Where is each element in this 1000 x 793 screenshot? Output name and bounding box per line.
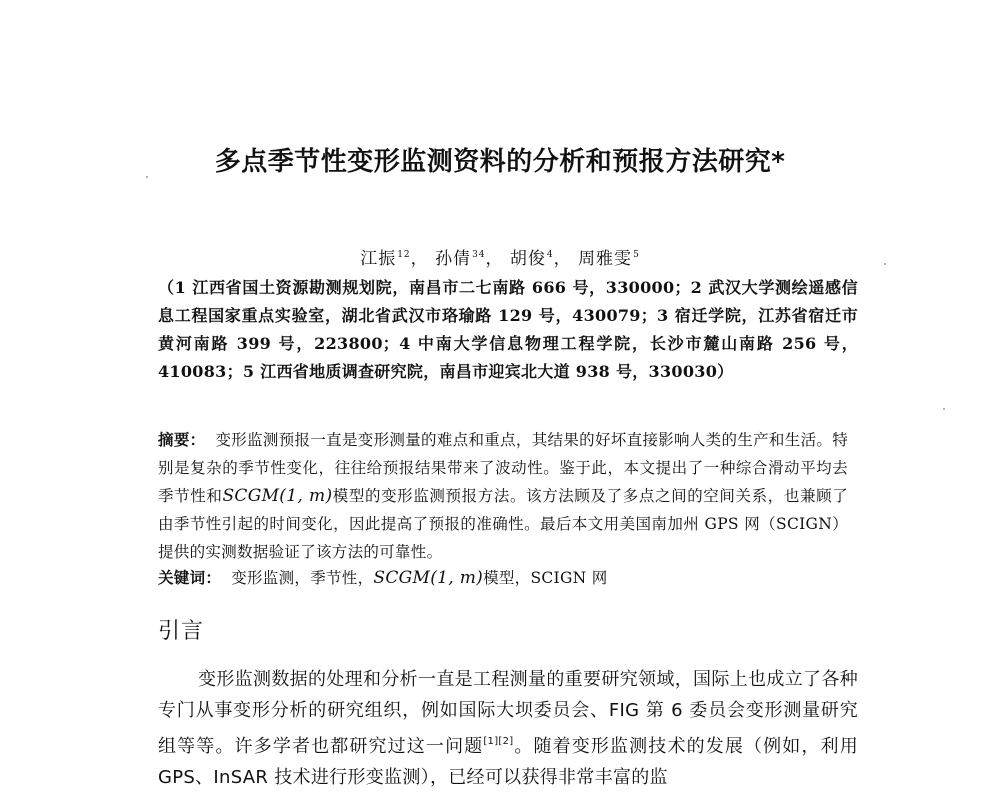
abstract-math-model: SCGM(1, m) <box>222 486 333 506</box>
section-heading: 引言 <box>158 619 205 644</box>
scan-speck <box>146 176 148 178</box>
author-affiliation-mark: 4 <box>546 250 554 260</box>
intro-text-part2: 。随着变形监测技术的发展（例如，利用 GPS、InSAR 技术进行形变监测），已经可以获得非常丰富的监 <box>158 736 858 788</box>
citation-mark: [1][2] <box>483 736 514 747</box>
paper-title: 多点季节性变形监测资料的分析和预报方法研究* <box>214 147 786 177</box>
author-affiliation-mark: 5 <box>633 250 640 260</box>
keywords-math-model: SCGM(1, m) <box>373 568 484 588</box>
scan-speck <box>943 408 945 410</box>
intro-text-part1: 变形监测数据的处理和分析一直是工程测量的重要研究领域，国际上也成立了各种专门从事变形分析的研究组织，例如国际大坝委员会、FIG 第 6 委员会变形测量研究组等等。许多学者也都研究过这一问题 <box>158 669 858 757</box>
affiliations: （1 江西省国土资源勘测规划院，南昌市二七南路 666 号，330000；2 武汉大学测绘遥感信息工程国家重点实验室，湖北省武汉市珞瑜路 129 号，430079；3 宿迁学院，江苏省宿迁市黄河南路 399 号，223800；4 中南大学信息物理工程学院，长沙市麓山南路 256 号，410083；5 江西省地质调查研究院，南昌市迎宾北大道 938 号，330030） <box>158 278 858 381</box>
author-affiliation-mark: 12 <box>397 250 411 260</box>
author-name: 周雅雯 <box>578 249 633 269</box>
keywords <box>158 564 848 592</box>
author-affiliation-mark: 34 <box>472 250 486 260</box>
abstract-text-part2: 模型的变形监测预报方法。该方法顾及了多点之间的空间关系，也兼顾了由季节性引起的时间变化，因此提高了预报的准确性。最后本文用美国南加州 GPS 网（SCIGN）提供的实测数据验证了该方法的可靠性。 <box>158 487 848 561</box>
author-separator: ， <box>410 249 429 269</box>
author-separator: ， <box>553 249 572 269</box>
author-name: 胡俊 <box>509 249 546 269</box>
abstract-text-part1: 变形监测预报一直是变形测量的难点和重点，其结果的好坏直接影响人类的生产和生活。特别是复杂的季节性变化，往往给预报结果带来了波动性。鉴于此，本文提出了一种综合滑动平均去季节性和 <box>158 431 848 505</box>
author-separator: ， <box>485 249 504 269</box>
keywords-text-part2: 模型，SCIGN 网 <box>483 569 608 587</box>
author-list <box>0 244 1000 269</box>
author-name: 江振 <box>360 249 397 269</box>
scan-speck <box>884 263 886 265</box>
author-name: 孙倩 <box>435 249 472 269</box>
abstract-label: 摘要： <box>158 430 206 449</box>
keywords-text-part1: 变形监测，季节性， <box>231 569 374 587</box>
abstract <box>158 426 848 566</box>
intro-paragraph <box>158 664 858 793</box>
keywords-label: 关键词： <box>158 568 222 587</box>
